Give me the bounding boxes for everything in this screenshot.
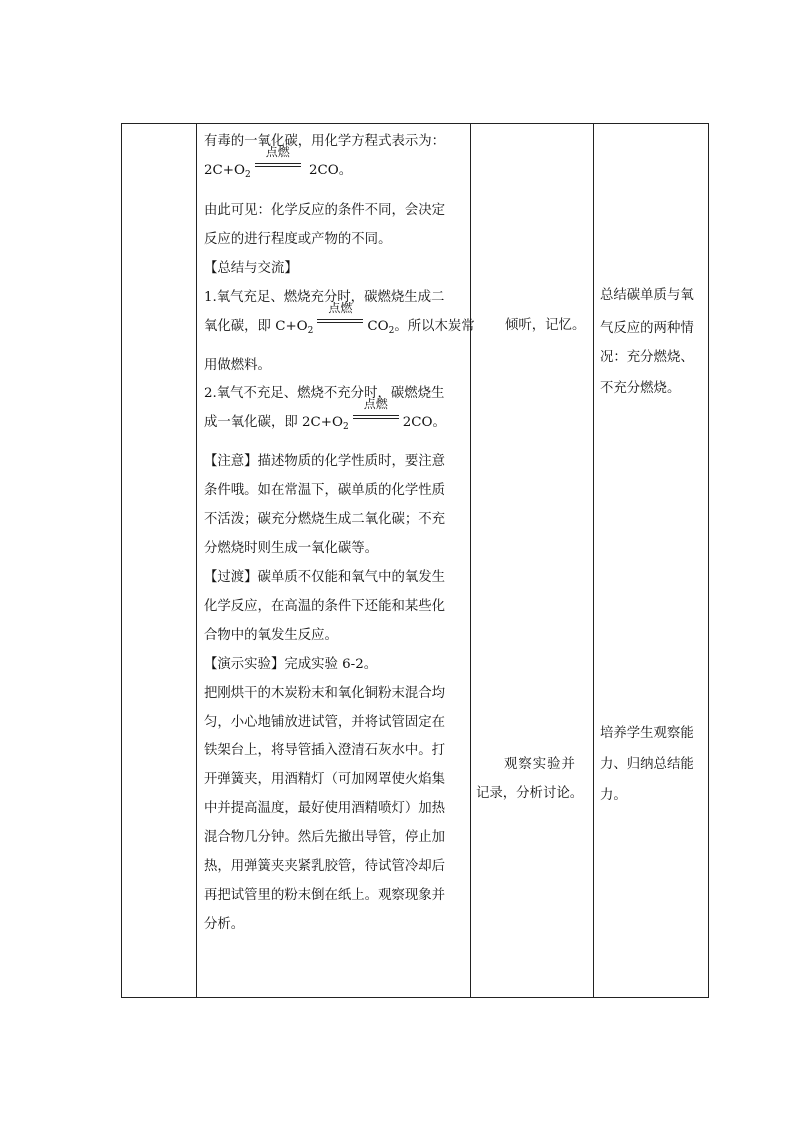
experiment-line: 匀，小心地铺放进试管，并将试管固定在 xyxy=(204,714,446,730)
experiment-line: 再把试管里的粉末倒在纸上。观察现象并 xyxy=(204,887,446,903)
transition-line: 化学反应，在高温的条件下还能和某些化 xyxy=(204,598,446,614)
transition-line: 【过渡】碳单质不仅能和氧气中的氧发生 xyxy=(204,569,446,585)
note-line: 分燃烧时则生成一氧化碳等。 xyxy=(204,541,379,557)
experiment-line: 混合物几分钟。然后先撤出导管，停止加 xyxy=(204,830,446,846)
note-line: 不活泼；碳充分燃烧生成二氧化碳；不充 xyxy=(204,512,446,528)
design-intent-2-line2: 力、归纳总结能 xyxy=(600,757,694,772)
reaction-arrow: 点燃 xyxy=(353,411,399,427)
lesson-table xyxy=(121,123,709,998)
student-activity-2-line2: 记录，分析讨论。 xyxy=(476,786,584,801)
teacher-activity-cell xyxy=(197,124,475,998)
equation-line: $2C+O_2$ 点燃 2CO。 xyxy=(204,144,353,180)
design-intent-1-line1: 总结碳单质与氧 xyxy=(600,288,694,303)
design-intent-2-line3: 力。 xyxy=(600,788,627,803)
equation-line: 成一氧化碳，即 $2C+O_2$ 点燃 2CO。 xyxy=(204,397,446,433)
experiment-line: 分析。 xyxy=(204,916,245,932)
text-line: 1.氧气充足、燃烧充分时，碳燃烧生成二 xyxy=(204,289,445,305)
section-heading: 【总结与交流】 xyxy=(204,260,298,276)
text-line: 有毒的一氧化碳，用化学方程式表示为： xyxy=(204,134,446,149)
note-line: 【注意】描述物质的化学性质时，要注意 xyxy=(204,454,446,470)
text-line: 反应的进行程度或产物的不同。 xyxy=(204,231,392,247)
equation-line: 氧化碳，即 $C+O_2$ 点燃 $CO_2$。所以木炭常 xyxy=(204,300,475,336)
text-line: 由此可见：化学反应的条件不同，会决定 xyxy=(204,202,446,218)
design-intent-1-line3: 况：充分燃烧、 xyxy=(600,350,694,365)
design-intent-1-line2: 气反应的两种情 xyxy=(600,321,694,336)
section-heading: 【演示实验】完成实验 6-2。 xyxy=(204,656,378,672)
text-line: 用做燃料。 xyxy=(204,357,271,373)
transition-line: 合物中的氧发生反应。 xyxy=(204,627,338,643)
experiment-line: 开弹簧夹，用酒精灯（可加网罩使火焰集 xyxy=(204,772,446,788)
note-line: 条件哦。如在常温下，碳单质的化学性质 xyxy=(204,483,446,499)
student-activity-2-line1: 观察实验并 xyxy=(504,757,576,772)
experiment-line: 中并提高温度，最好使用酒精喷灯）加热 xyxy=(204,801,446,817)
design-intent-2-line1: 培养学生观察能 xyxy=(600,726,694,741)
text-line: 2.氧气不充足、燃烧不充分时，碳燃烧生 xyxy=(204,386,445,402)
stage-column-cell xyxy=(122,124,197,998)
experiment-line: 铁架台上，将导管插入澄清石灰水中。打 xyxy=(204,743,446,759)
design-intent-1-line4: 不充分燃烧。 xyxy=(600,381,681,396)
student-activity-cell xyxy=(471,124,594,998)
student-activity-1: 倾听，记忆。 xyxy=(505,318,586,333)
design-intent-cell xyxy=(594,124,709,998)
experiment-line: 把刚烘干的木炭粉末和氧化铜粉末混合均 xyxy=(204,685,446,701)
experiment-line: 热，用弹簧夹夹紧乳胶管，待试管冷却后 xyxy=(204,859,446,875)
reaction-arrow: 点燃 xyxy=(317,315,363,331)
reaction-arrow: 点燃 xyxy=(255,159,301,175)
